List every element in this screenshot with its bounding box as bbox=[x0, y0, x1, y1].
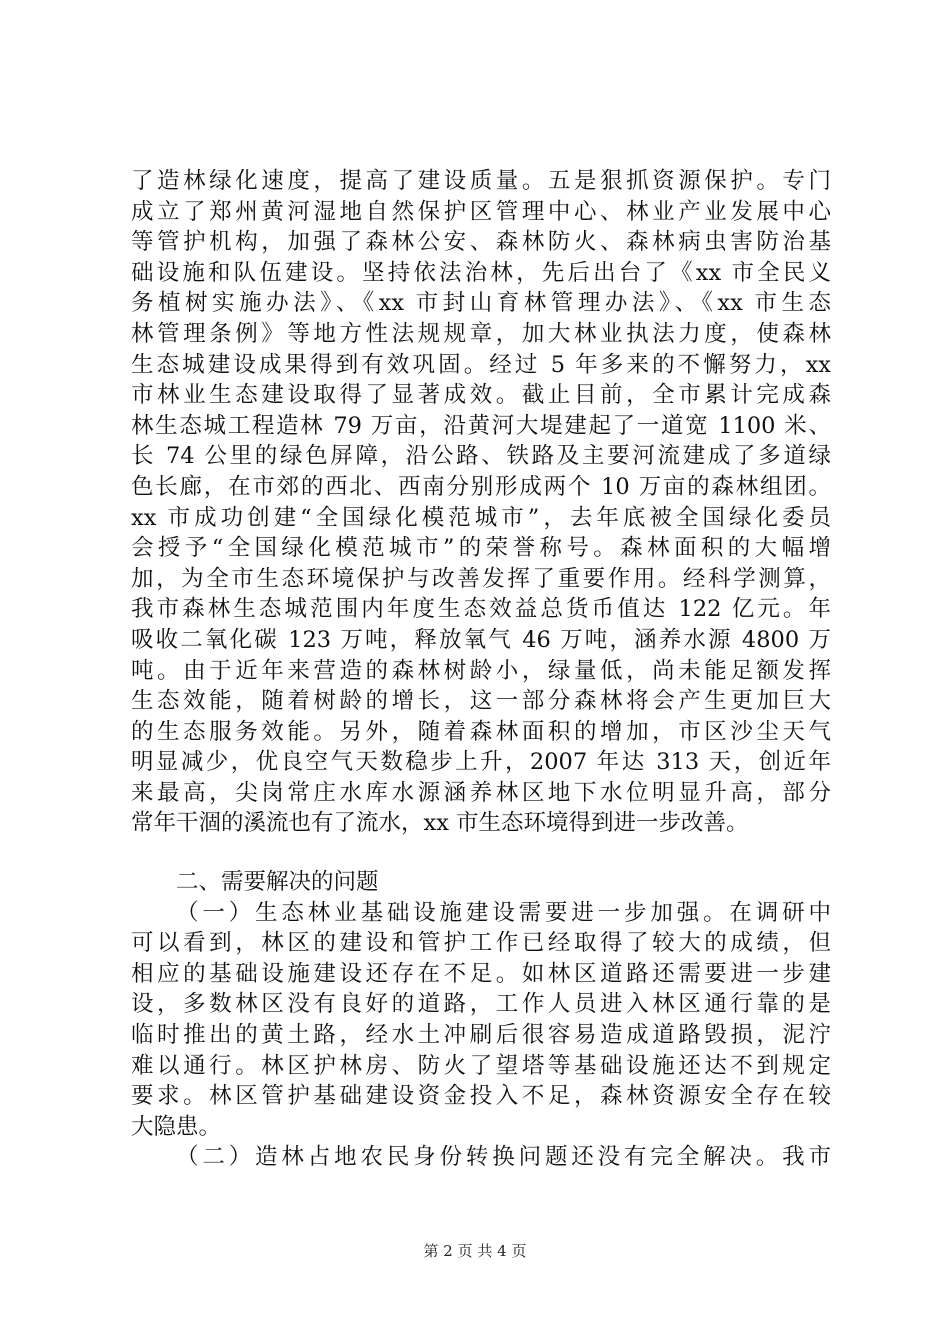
text-line: 要求。林区管护基础建设资金投入不足，森林资源安全存在较 bbox=[131, 1083, 831, 1110]
text-line: 吸收二氧化碳 123 万吨，释放氧气 46 万吨，涵养水源 4800 万 bbox=[131, 626, 831, 653]
text-line: 了造林绿化速度，提高了建设质量。五是狠抓资源保护。专门 bbox=[131, 168, 831, 194]
text-line: xx 市成功创建“全国绿化模范城市”，去年底被全国绿化委员 bbox=[131, 504, 831, 531]
text-line: 生态效能，随着树龄的增长，这一部分森林将会产生更加巨大 bbox=[131, 688, 831, 715]
text-line: 我市森林生态城范围内年度生态效益总货币值达 122 亿元。年 bbox=[131, 596, 831, 623]
text-line: 吨。由于近年来营造的森林树龄小，绿量低，尚未能足额发挥 bbox=[131, 657, 831, 684]
page-number-footer: 第 2 页 共 4 页 bbox=[423, 1242, 527, 1260]
paragraph-spacer bbox=[131, 839, 831, 867]
text-line: （二）造林占地农民身份转换问题还没有完全解决。我市 bbox=[176, 1144, 831, 1171]
text-line: 来最高，尖岗常庄水库水源涵养林区地下水位明显升高，部分 bbox=[131, 779, 831, 806]
text-line: 等管护机构，加强了森林公安、森林防火、森林病虫害防治基 bbox=[131, 229, 831, 256]
text-line: 市林业生态建设取得了显著成效。截止目前，全市累计完成森 bbox=[131, 382, 831, 409]
text-line: 可以看到，林区的建设和管护工作已经取得了较大的成绩，但 bbox=[131, 930, 831, 957]
text-line: 加，为全市生态环境保护与改善发挥了重要作用。经科学测算， bbox=[131, 565, 831, 592]
paragraph-achievements bbox=[131, 166, 831, 839]
text-line: 成立了郑州黄河湿地自然保护区管理中心、林业产业发展中心 bbox=[131, 198, 831, 225]
text-line: 生态城建设成果得到有效巩固。经过 5 年多来的不懈努力，xx bbox=[131, 351, 831, 378]
text-line: 难以通行。林区护林房、防火了望塔等基础设施还达不到规定 bbox=[131, 1052, 831, 1079]
text-line: 临时推出的黄土路，经水土冲刷后很容易造成道路毁损，泥泞 bbox=[131, 1022, 831, 1049]
text-line: 的生态服务效能。另外，随着森林面积的增加，市区沙尘天气 bbox=[131, 718, 831, 745]
document-body bbox=[131, 166, 831, 1173]
text-line: 础设施和队伍建设。坚持依法治林，先后出台了《xx 市全民义 bbox=[131, 259, 831, 286]
text-line: 会授予“全国绿化模范城市”的荣誉称号。森林面积的大幅增 bbox=[131, 535, 831, 562]
text-line: 长 74 公里的绿色屏障，沿公路、铁路及主要河流建成了多道绿 bbox=[131, 443, 831, 470]
text-line: 色长廊，在市郊的西北、西南分别形成两个 10 万亩的森林组团。 bbox=[131, 473, 831, 500]
text-line: 林管理条例》等地方性法规规章，加大林业执法力度，使森林 bbox=[131, 320, 831, 347]
text-line: 明显减少，优良空气天数稳步上升，2007 年达 313 天，创近年 bbox=[131, 749, 831, 776]
text-line: 常年干涸的溪流也有了流水，xx 市生态环境得到进一步改善。 bbox=[131, 810, 749, 837]
paragraph-land-farmers bbox=[131, 1142, 831, 1173]
paragraph-infrastructure bbox=[131, 898, 831, 1143]
text-line: 务植树实施办法》、《xx 市封山育林管理办法》、《xx 市生态 bbox=[131, 290, 831, 317]
section-heading: 二、需要解决的问题 bbox=[176, 869, 379, 896]
text-line: （一）生态林业基础设施建设需要进一步加强。在调研中 bbox=[176, 899, 831, 926]
text-line: 林生态城工程造林 79 万亩，沿黄河大堤建起了一道宽 1100 米、 bbox=[131, 412, 831, 439]
text-line: 大隐患。 bbox=[131, 1113, 222, 1140]
text-line: 相应的基础设施建设还存在不足。如林区道路还需要进一步建 bbox=[131, 960, 831, 987]
text-line: 设，多数林区没有良好的道路，工作人员进入林区通行靠的是 bbox=[131, 991, 831, 1018]
